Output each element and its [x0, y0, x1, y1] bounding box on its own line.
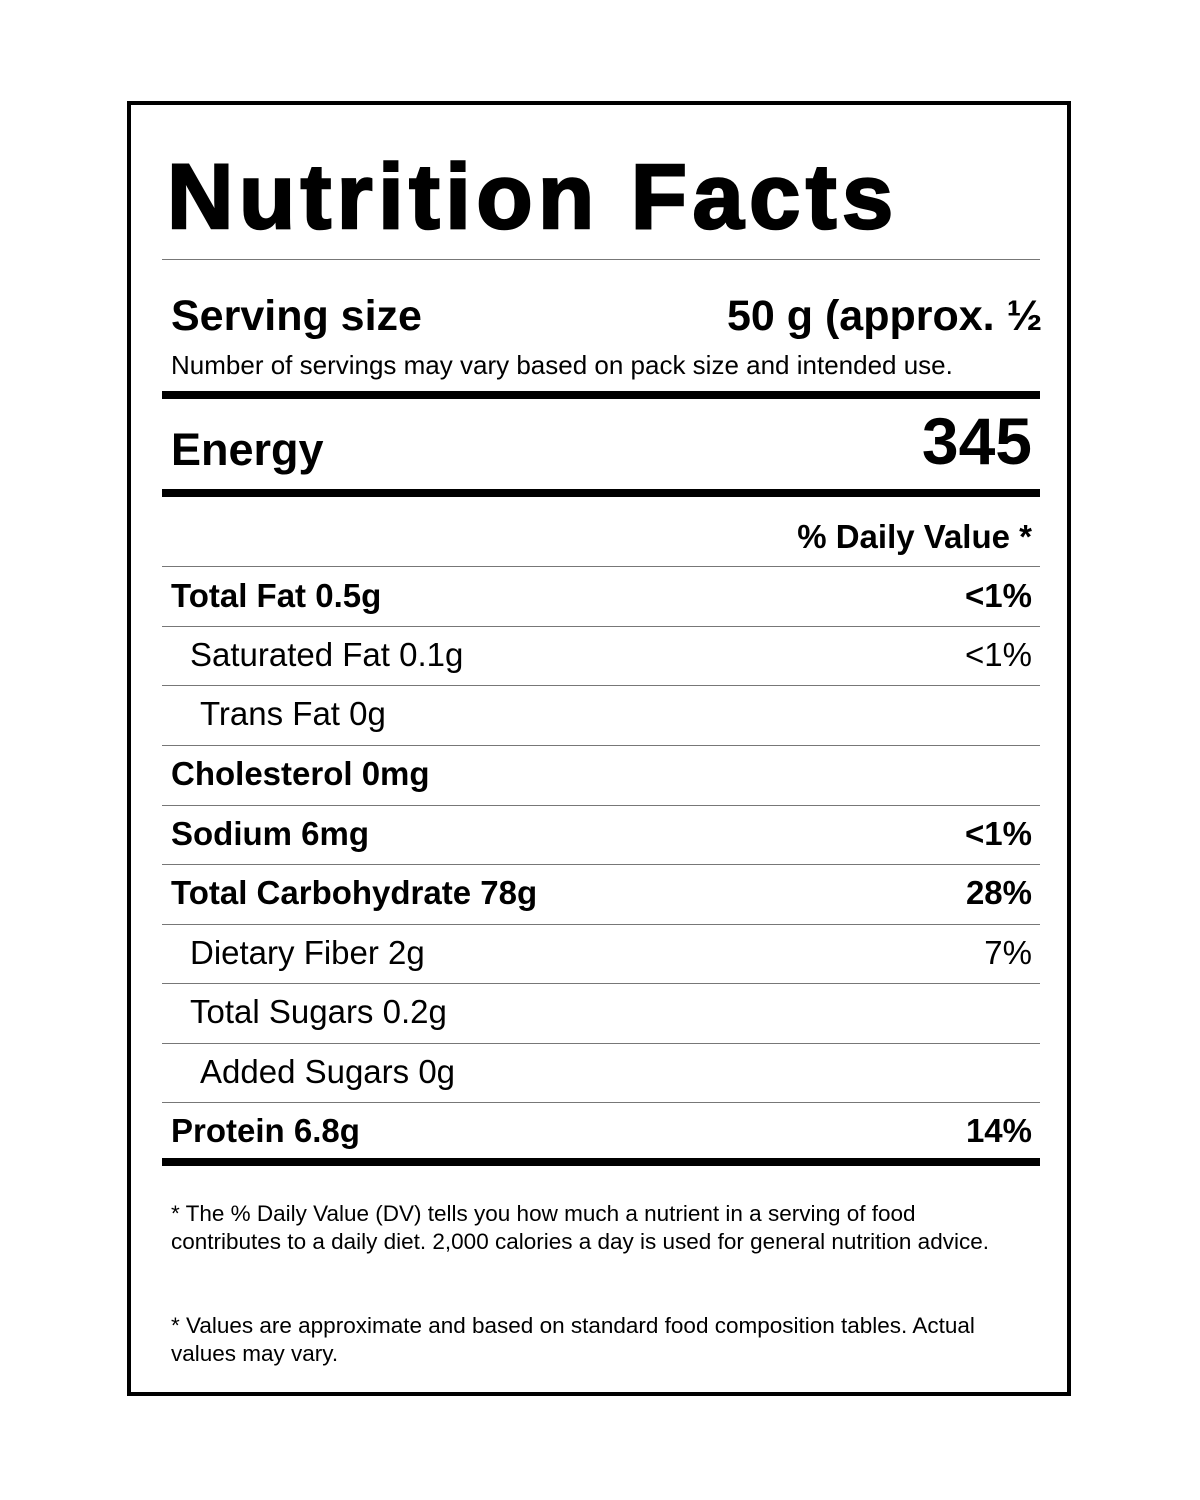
nutrient-name: Cholesterol 0mg	[171, 755, 430, 792]
footnote-approximate-values: * Values are approximate and based on standard food composition tables. Actual values may vary.	[171, 1313, 975, 1366]
nutrients-bottom-divider	[162, 1158, 1040, 1166]
nutrient-row-sodium	[162, 805, 1040, 864]
nutrient-row-total-sugars	[162, 983, 1040, 1042]
nutrient-name: Total Sugars 0.2g	[190, 993, 447, 1030]
nutrient-name: Total Fat 0.5g	[171, 577, 382, 614]
label-title: Nutrition Facts	[167, 146, 899, 248]
nutrient-name: Dietary Fiber 2g	[190, 934, 425, 971]
nutrient-daily-value: 14%	[965, 1112, 1032, 1149]
nutrient-row-added-sugars	[162, 1043, 1040, 1102]
nutrient-name: Trans Fat 0g	[200, 695, 386, 732]
energy-value: 345	[921, 404, 1032, 478]
serving-size-value: 50 g (approx. ½	[727, 292, 1043, 340]
nutrient-daily-value: <1%	[965, 636, 1032, 673]
nutrient-row-protein	[162, 1102, 1040, 1161]
serving-size-label: Serving size	[171, 292, 422, 340]
nutrient-row-total-fat	[162, 567, 1040, 626]
nutrient-row-cholesterol	[162, 745, 1040, 804]
servings-note: Number of servings may vary based on pack size and intended use.	[171, 350, 953, 380]
energy-label: Energy	[171, 424, 324, 475]
nutrient-daily-value: 7%	[984, 934, 1032, 971]
nutrient-daily-value: 28%	[965, 874, 1032, 911]
nutrient-name: Protein 6.8g	[171, 1112, 360, 1149]
title-divider	[162, 259, 1040, 260]
footnote-daily-value: * The % Daily Value (DV) tells you how much a nutrient in a serving of food contributes to a daily diet. 2,000 calories a day is used for general nutrition advice.	[171, 1201, 989, 1254]
nutrient-row-dietary-fiber	[162, 924, 1040, 983]
nutrient-daily-value: <1%	[965, 815, 1032, 852]
nutrient-row-trans-fat	[162, 685, 1040, 744]
nutrient-daily-value: <1%	[965, 577, 1032, 614]
nutrient-row-saturated-fat	[162, 626, 1040, 685]
nutrient-name: Sodium 6mg	[171, 815, 370, 852]
serving-divider	[162, 391, 1040, 399]
nutrient-name: Added Sugars 0g	[200, 1053, 456, 1090]
nutrient-name: Saturated Fat 0.1g	[190, 636, 464, 673]
daily-value-header: % Daily Value *	[797, 518, 1032, 555]
nutrition-label	[127, 101, 1071, 1396]
energy-divider	[162, 489, 1040, 497]
nutrient-name: Total Carbohydrate 78g	[171, 874, 538, 911]
nutrient-row-total-carbohydrate	[162, 864, 1040, 923]
